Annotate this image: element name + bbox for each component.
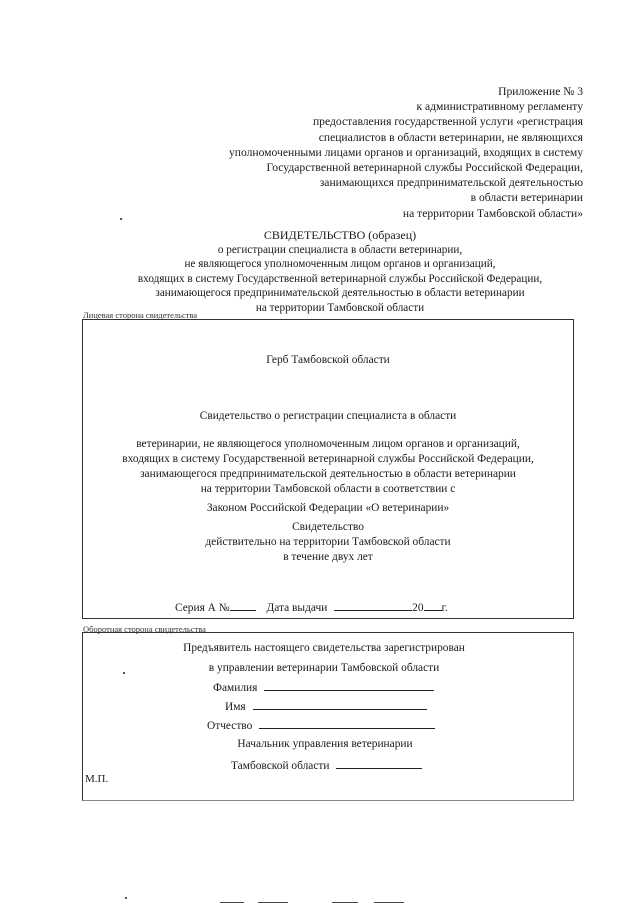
law-reference: Законом Российской Федерации «О ветеринарии» xyxy=(206,502,450,514)
appendix-line: Государственной ветеринарной службы Российской Федерации, xyxy=(266,161,583,175)
appendix-line: специалистов в области ветеринарии, не являющихся xyxy=(318,130,583,144)
series-and-date-row xyxy=(175,600,448,614)
certificate-body-line: ветеринарии, не являющегося уполномоченным лицом органов и организаций, xyxy=(136,438,520,450)
certificate-back xyxy=(82,632,574,801)
appendix-line: уполномоченными лицами органов и организаций, входящих в систему xyxy=(228,145,583,159)
appendix-line: предоставления государственной услуги «регистрация xyxy=(312,115,583,129)
bottom-cut-mark xyxy=(258,902,288,903)
back-section-label: Оборотная сторона свидетельства xyxy=(83,624,206,634)
validity-statement xyxy=(83,520,573,565)
front-section-label: Лицевая сторона свидетельства xyxy=(83,310,198,320)
name-label: Имя xyxy=(225,701,246,713)
head-signature-row xyxy=(231,758,422,772)
year-prefix: 20 xyxy=(412,602,424,614)
title-line: на территории Тамбовской области xyxy=(255,301,425,314)
appendix-line: на территории Тамбовской области» xyxy=(402,206,583,220)
issue-date-blank[interactable] xyxy=(334,600,412,611)
title-main: СВИДЕТЕЛЬСТВО (образец) xyxy=(263,228,417,242)
series-number-blank[interactable] xyxy=(230,600,256,611)
year-blank[interactable] xyxy=(424,600,442,611)
coat-of-arms-placeholder: Герб Тамбовской области xyxy=(266,354,390,366)
head-signature-blank[interactable] xyxy=(336,758,422,769)
certificate-body-line: на территории Тамбовской области в соответствии с xyxy=(200,483,456,495)
stamp-place-label: М.П. xyxy=(85,773,109,785)
validity-line: в течение двух лет xyxy=(283,551,373,563)
appendix-line: занимающихся предпринимательской деятельностью xyxy=(319,176,583,190)
certificate-front xyxy=(82,319,574,619)
head-title-region: Тамбовской области xyxy=(231,760,330,772)
surname-blank[interactable] xyxy=(264,680,434,691)
name-row xyxy=(225,699,427,713)
surname-row xyxy=(213,680,434,694)
patronymic-row xyxy=(207,718,435,732)
title-line: занимающегося предпринимательской деятельностью в области ветеринарии xyxy=(155,287,525,300)
head-title-line: Начальник управления ветеринарии xyxy=(237,738,413,750)
title-line: не являющегося уполномоченным лицом органов и организаций, xyxy=(184,258,496,271)
vet-department-line: в управлении ветеринарии Тамбовской области xyxy=(208,662,440,674)
bottom-cut-mark xyxy=(374,902,404,903)
certificate-heading: Свидетельство о регистрации специалиста в области xyxy=(199,410,457,422)
title-line: о регистрации специалиста в области ветеринарии, xyxy=(217,243,463,256)
appendix-header xyxy=(229,84,583,221)
surname-label: Фамилия xyxy=(213,682,258,694)
certificate-body-line: входящих в систему Государственной ветеринарной службы Российской Федерации, xyxy=(122,453,534,465)
validity-line: Свидетельство xyxy=(292,521,364,533)
name-blank[interactable] xyxy=(253,699,427,710)
certificate-body-line: занимающегося предпринимательской деятельностью в области ветеринарии xyxy=(140,468,516,480)
issue-date-label: Дата выдачи xyxy=(266,602,328,614)
appendix-line: Приложение № 3 xyxy=(498,85,583,98)
bottom-cut-mark xyxy=(332,902,358,903)
scan-speck xyxy=(123,672,125,674)
certificate-body xyxy=(83,437,573,497)
scan-speck xyxy=(120,218,122,220)
patronymic-label: Отчество xyxy=(207,720,253,732)
series-label: Серия А № xyxy=(175,602,230,614)
bearer-registered-line: Предъявитель настоящего свидетельства зарегистрирован xyxy=(183,642,465,654)
appendix-line: к административному регламенту xyxy=(416,100,583,114)
validity-line: действительно на территории Тамбовской области xyxy=(205,536,451,548)
appendix-line: в области ветеринарии xyxy=(470,191,583,205)
title-line: входящих в систему Государственной ветеринарной службы Российской Федерации, xyxy=(137,272,543,285)
scan-speck xyxy=(125,897,127,899)
year-suffix: г. xyxy=(441,602,448,614)
bottom-cut-mark xyxy=(220,902,244,903)
patronymic-blank[interactable] xyxy=(259,718,435,729)
document-title xyxy=(60,228,620,316)
